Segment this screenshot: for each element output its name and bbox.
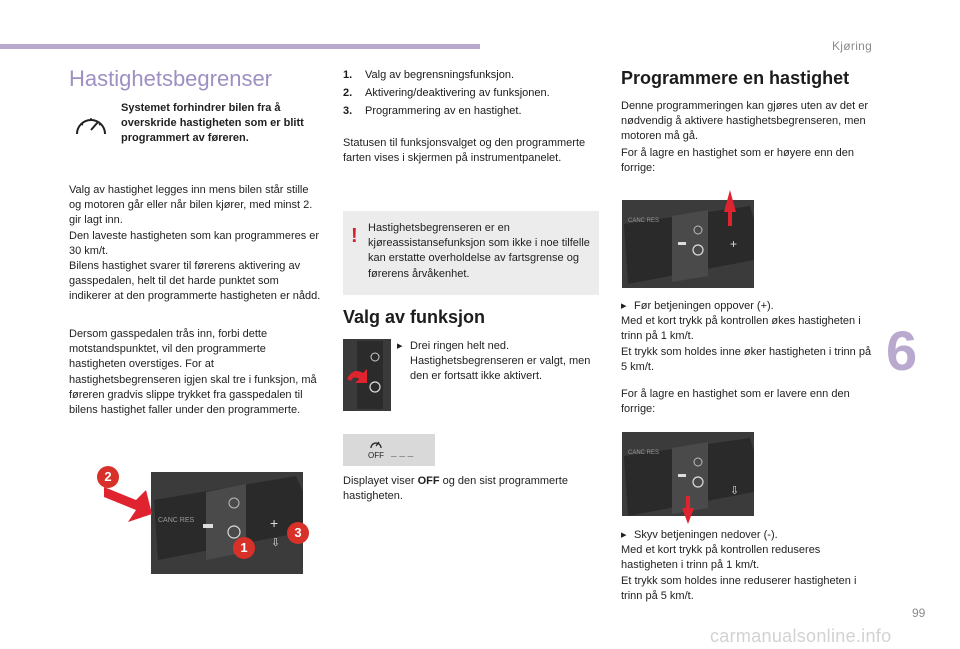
chapter-title: Kjøring [832,39,873,53]
intro-bold-text: Systemet forhindrer bilen fra å overskride hastigheten som er blitt programmert av føreren. [121,102,304,144]
paragraph: Valg av hastighet legges inn mens bilen står stille og motoren går eller når bilen kjører, med minst 2. gir lagt inn. [69,184,313,227]
stalk-illustration [96,462,318,574]
svg-text:+: + [730,237,738,251]
col1-paragraph-block [69,183,321,305]
program-intro: Denne programmeringen kan gjøres uten av det er nødvendig å aktivere hastighetsbegrenseren, men motoren må gå. [621,100,869,143]
numbered-list [343,68,599,122]
col1-paragraph-override: Dersom gasspedalen trås inn, forbi dette motstandspunktet, vil den programmerte hastigheten overstiges. For at hastighetsbegrenseren igjen skal tre i funksjon, må føreren gradvis slippe trykket fra gasspedalen til bilens hastighet faller under den programmerte. [69,328,317,417]
paragraph: Den laveste hastigheten som kan programmeres er 30 km/t. [69,229,320,257]
stalk-label: CANC RES [158,517,195,524]
paragraph: Et trykk som holdes inne øker hastigheten i trinn på 5 km/t. [621,345,872,373]
arrow-bullet-icon: ▸ [621,529,627,541]
up-instructions [621,299,873,375]
stalk-down-illustration [620,432,756,524]
badge-3: 3 [287,522,309,544]
warning-box [343,211,599,295]
arrow-bullet-icon: ▸ [621,300,627,312]
paragraph: Et trykk som holdes inne reduserer hastigheten i trinn på 5 km/t. [621,574,857,602]
list-item: 2. Aktivering/deaktivering av funksjonen. [343,87,550,99]
subheading-program-speed: Programmere en hastighet [621,68,850,88]
up-bullet: ▸ Før betjeningen oppover (+). [621,299,873,314]
down-bullet: ▸ Skyv betjeningen nedover (-). [621,528,873,543]
footer-watermark: carmanualsonline.info [710,626,892,646]
stalk-label: CANC RES [628,218,660,224]
badge-2: 2 [97,466,119,488]
page-number: 99 [912,606,926,620]
section-title: Hastighetsbegrenser [69,66,273,91]
lower-speed-instruction: For å lagre en hastighet som er lavere enn den forrige: [621,388,850,416]
paragraph: Med et kort trykk på kontrollen reduseres hastigheten i trinn på 1 km/t. [621,544,821,572]
display-paragraph: Displayet viser OFF og den sist programmerte hastigheten. [343,475,568,503]
down-instructions [621,528,873,604]
chapter-tab-number: 6 [886,319,918,382]
paragraph: Med et kort trykk på kontrollen økes hastigheten i trinn på 1 km/t. [621,315,861,343]
svg-text:⇩: ⇩ [730,485,740,497]
paragraph: Bilens hastighet svarer til førerens aktivering av gasspedalen, helt til det harde punktet som indikerer at den programmerte hastigheten er nådd. [69,260,321,303]
list-item: 3. Programmering av en hastighet. [343,105,522,117]
red-arrow-right [104,487,152,522]
arrow-bullet-icon: ▸ [397,340,403,352]
svg-text:⇩: ⇩ [271,537,281,549]
speedometer-icon [73,112,109,138]
higher-speed-instruction: For å lagre en hastighet som er høyere enn den forrige: [621,147,854,175]
subheading-function-select: Valg av funksjon [343,307,486,327]
list-item: 1. Valg av begrensningsfunksjon. [343,69,515,81]
speed-limiter-icon [369,438,383,450]
stalk-up-illustration [620,190,756,288]
off-display-label: OFF [368,451,384,460]
off-display-image [343,434,435,466]
badge-1: 1 [233,537,255,559]
status-paragraph: Statusen til funksjonsvalget og den programmerte farten vises i skjermen på instrumentpanelet. [343,137,586,165]
ring-stalk-illustration [343,339,391,411]
function-bullet: ▸ Drei ringen helt ned. Hastighetsbegrenseren er valgt, men den er fortsatt ikke aktivert. [397,339,597,385]
warning-text: Hastighetsbegrenseren er en kjøreassistansefunksjon som ikke i noe tilfelle kan erstatte overholdelse av fartsgrense og førerens årvåkenhet. [368,222,590,280]
exclamation-icon: ! [351,225,358,247]
svg-text:+: + [270,515,279,531]
stalk-label: CANC RES [628,450,660,456]
off-display-dashes: _ _ _ [391,447,414,458]
chapter-color-bar [0,44,480,49]
